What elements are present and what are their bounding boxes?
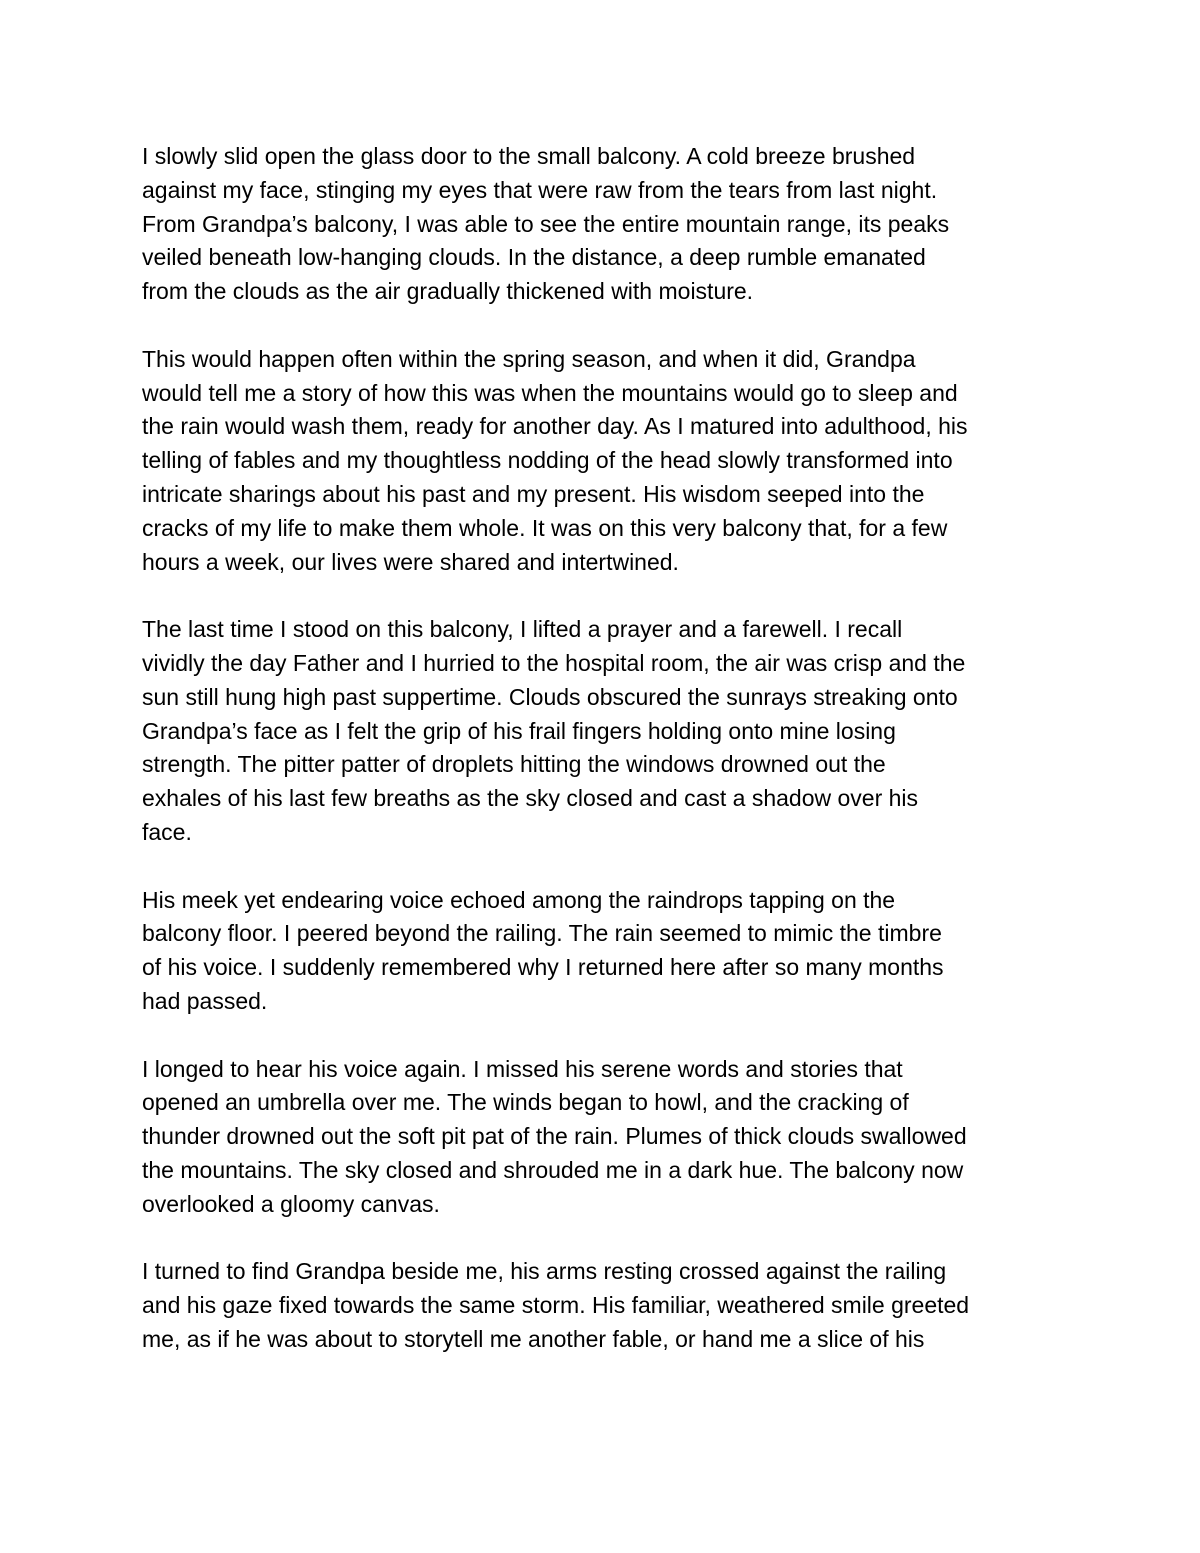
text-line: veiled beneath low-hanging clouds. In the distance, a deep rumble emanated (142, 244, 926, 271)
text-line: cracks of my life to make them whole. It was on this very balcony that, for a few (142, 514, 948, 541)
text-line: telling of fables and my thoughtless nodding of the head slowly transformed into (142, 447, 953, 474)
paragraph-1 (142, 140, 1072, 309)
text-line: strength. The pitter patter of droplets hitting the windows drowned out the (142, 751, 886, 778)
text-line: the mountains. The sky closed and shrouded me in a dark hue. The balcony now (142, 1156, 964, 1183)
text-line: This would happen often within the spring season, and when it did, Grandpa (142, 345, 916, 372)
paragraph-2 (142, 343, 1072, 580)
text-line: sun still hung high past suppertime. Clouds obscured the sunrays streaking onto (142, 683, 958, 710)
text-line: I longed to hear his voice again. I missed his serene words and stories that (142, 1055, 903, 1082)
text-line: opened an umbrella over me. The winds began to howl, and the cracking of (142, 1089, 909, 1116)
text-line: from the clouds as the air gradually thickened with moisture. (142, 278, 754, 305)
text-line: the rain would wash them, ready for another day. As I matured into adulthood, his (142, 413, 968, 440)
text-line: me, as if he was about to storytell me another fable, or hand me a slice of his (142, 1325, 925, 1352)
text-line: hours a week, our lives were shared and intertwined. (142, 548, 679, 575)
text-line: face. (142, 818, 192, 845)
text-line: and his gaze fixed towards the same storm. His familiar, weathered smile greeted (142, 1292, 970, 1319)
text-line: vividly the day Father and I hurried to the hospital room, the air was crisp and the (142, 649, 966, 676)
text-line: balcony floor. I peered beyond the railing. The rain seemed to mimic the timbre (142, 920, 942, 947)
text-line: against my face, stinging my eyes that were raw from the tears from last night. (142, 176, 938, 203)
text-line: Grandpa’s face as I felt the grip of his frail fingers holding onto mine losing (142, 717, 896, 744)
paragraph-6 (142, 1255, 1072, 1356)
text-line: I turned to find Grandpa beside me, his arms resting crossed against the railing (142, 1258, 947, 1285)
text-line: overlooked a gloomy canvas. (142, 1190, 440, 1217)
text-line: I slowly slid open the glass door to the small balcony. A cold breeze brushed (142, 143, 916, 169)
text-line: exhales of his last few breaths as the sky closed and cast a shadow over his (142, 785, 919, 812)
text-line: The last time I stood on this balcony, I lifted a prayer and a farewell. I recall (142, 616, 903, 643)
text-line: His meek yet endearing voice echoed among the raindrops tapping on the (142, 886, 896, 913)
text-line: intricate sharings about his past and my present. His wisdom seeped into the (142, 480, 925, 507)
document-body (142, 140, 1072, 1390)
text-line: of his voice. I suddenly remembered why I returned here after so many months (142, 954, 944, 981)
paragraph-5 (142, 1053, 1072, 1222)
text-line: From Grandpa’s balcony, I was able to see the entire mountain range, its peaks (142, 210, 950, 237)
paragraph-3 (142, 613, 1072, 850)
text-line: thunder drowned out the soft pit pat of the rain. Plumes of thick clouds swallowed (142, 1123, 967, 1150)
text-line: would tell me a story of how this was when the mountains would go to sleep and (142, 379, 958, 406)
text-line: had passed. (142, 987, 268, 1014)
paragraph-4 (142, 884, 1072, 1019)
